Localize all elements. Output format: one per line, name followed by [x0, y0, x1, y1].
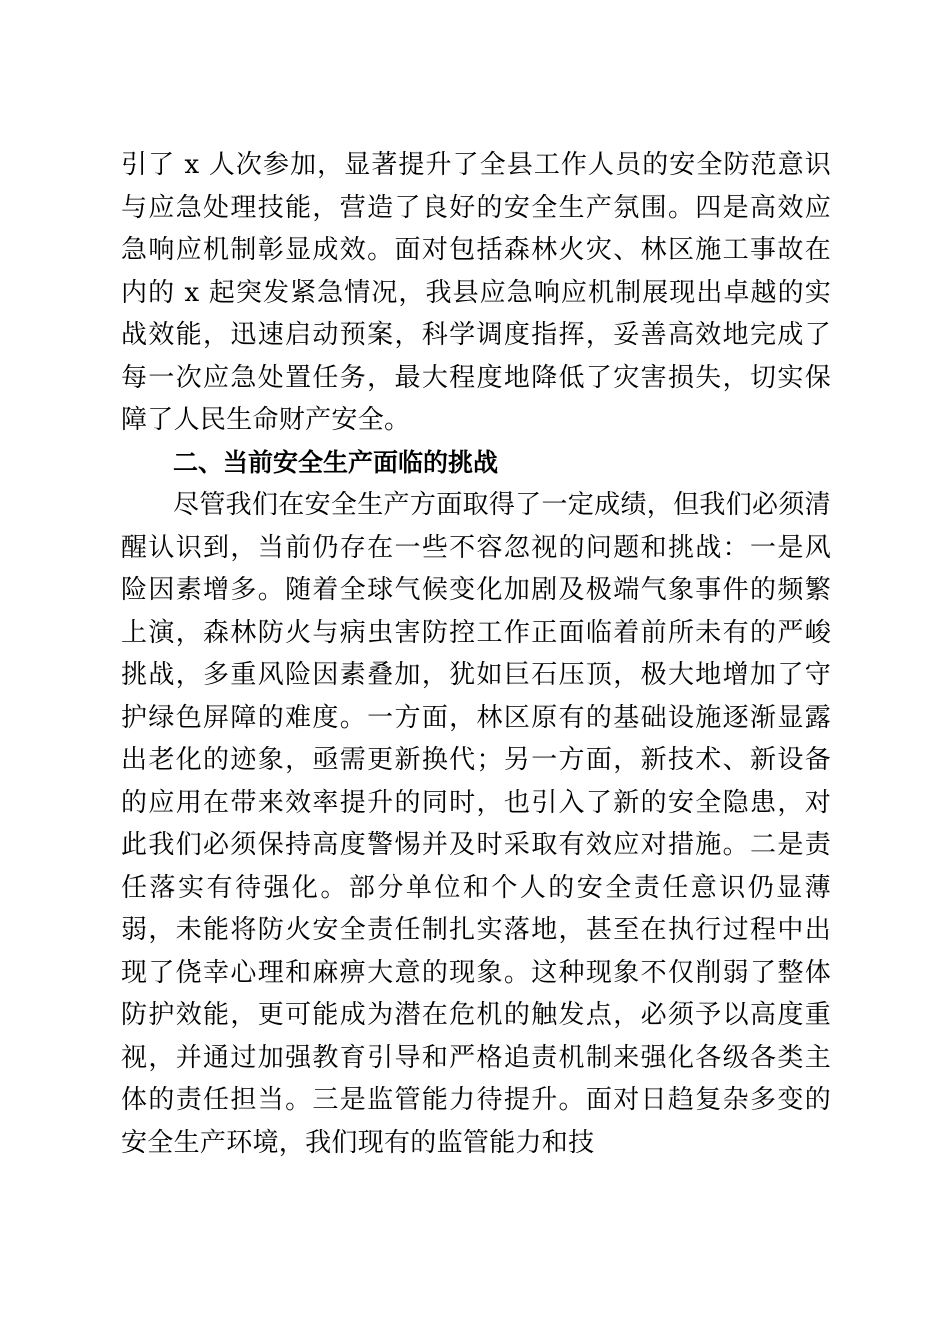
section-heading-challenges: 二、当前安全生产面临的挑战	[173, 447, 499, 477]
document-body	[121, 144, 831, 1164]
paragraph-challenges: 尽管我们在安全生产方面取得了一定成绩，但我们必须清醒认识到，当前仍存在一些不容忽视的问题和挑战：一是风险因素增多。随着全球气候变化加剧及极端气象事件的频繁上演，森林防火与病虫害防控工作正面临着前所未有的严峻挑战，多重风险因素叠加，犹如巨石压顶，极大地增加了守护绿色屏障的难度。一方面，林区原有的基础设施逐渐显露出老化的迹象，亟需更新换代；另一方面，新技术、新设备的应用在带来效率提升的同时，也引入了新的安全隐患，对此我们必须保持高度警惕并及时采取有效应对措施。二是责任落实有待强化。部分单位和个人的安全责任意识仍显薄弱，未能将防火安全责任制扎实落地，甚至在执行过程中出现了侥幸心理和麻痹大意的现象。这种现象不仅削弱了整体防护效能，更可能成为潜在危机的触发点，必须予以高度重视，并通过加强教育引导和严格追责机制来强化各级各类主体的责任担当。三是监管能力待提升。面对日趋复杂多变的安全生产环境，我们现有的监管能力和技	[121, 490, 831, 1158]
paragraph-achievements-continued: 引了 x 人次参加，显著提升了全县工作人员的安全防范意识与应急处理技能，营造了良好的安全生产氛围。四是高效应急响应机制彰显成效。面对包括森林火灾、林区施工事故在内的 x 起突发紧急情况，我县应急响应机制展现出卓越的实战效能，迅速启动预案，科学调度指挥，妥善高效地完成了每一次应急处置任务，最大程度地降低了灾害损失，切实保障了人民生命财产安全。	[121, 150, 831, 435]
